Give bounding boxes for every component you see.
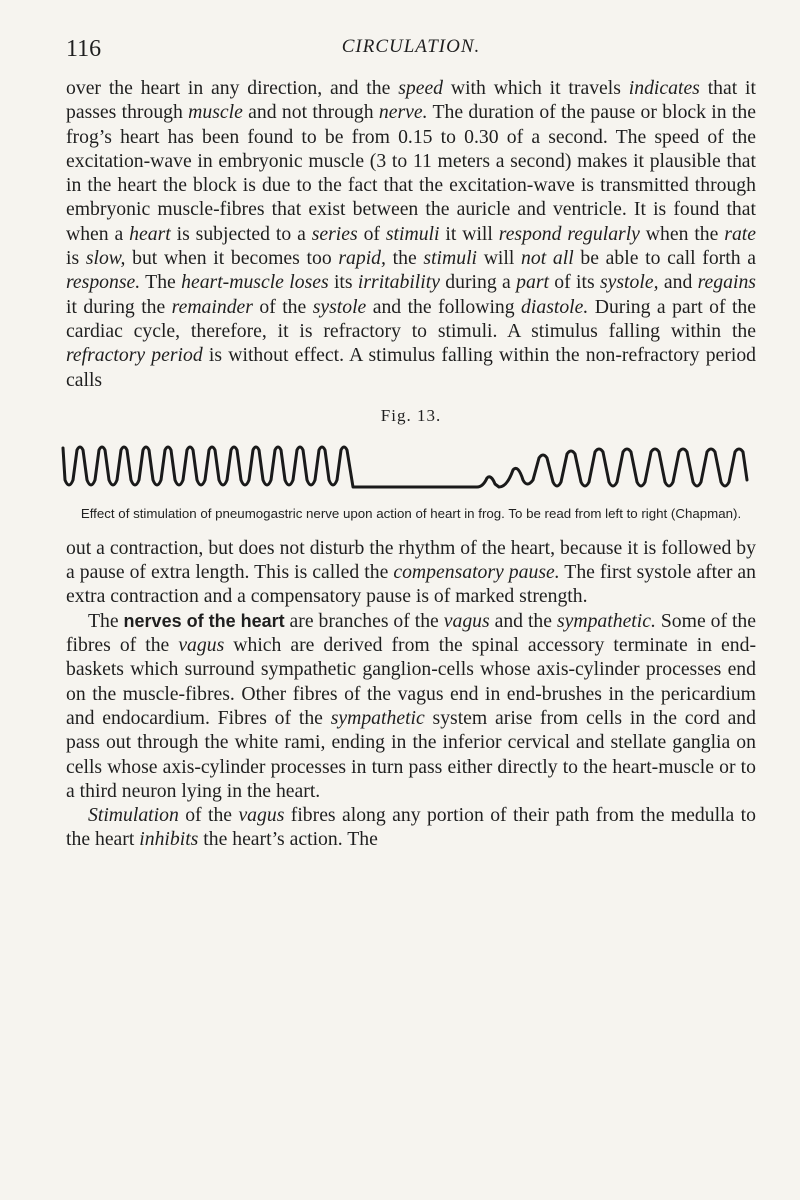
italic-run: heart xyxy=(129,222,171,245)
paragraph-compensatory-pause xyxy=(66,536,756,609)
text-run: and xyxy=(658,271,698,294)
paragraph-vagus-stimulation xyxy=(66,803,756,852)
bold-run: nerves of the heart xyxy=(123,610,285,631)
text-run: its xyxy=(328,271,358,294)
text-run: with which it travels xyxy=(443,77,629,99)
text-run: be able to call forth a xyxy=(573,247,756,270)
italic-run: vagus xyxy=(178,634,225,657)
italic-run: systole xyxy=(312,295,367,318)
text-run: and not through xyxy=(242,101,379,124)
italic-run: regains xyxy=(697,271,756,294)
text-run: the xyxy=(385,247,424,270)
text-run: and the following xyxy=(366,295,522,318)
text-run: which are derived from the spinal accessory terminate in end-baskets which surround sympathetic ganglion-cells whose axis-cylinder processes end on the muscle-fibres. Other fibres of the vagus end in end-brushes in the pericardium and endocardium. Fibres of the xyxy=(66,634,757,729)
text-run: will xyxy=(477,247,522,270)
text-run: of xyxy=(357,222,386,245)
text-run: of its xyxy=(548,271,600,294)
italic-run: nerve. xyxy=(378,101,428,124)
page-header xyxy=(66,36,756,76)
book-page xyxy=(66,36,756,852)
italic-run: remainder xyxy=(171,295,253,318)
italic-run: compensatory pause. xyxy=(393,561,560,584)
italic-run: Stimulation xyxy=(88,804,179,827)
text-run: The first systole after an extra contraction and a compensatory pause is of marked strength. xyxy=(66,561,756,608)
text-run: out a contraction, but does not disturb the rhythm of the heart, because it is followed by a pause of extra length. This is called the xyxy=(66,536,756,584)
paragraph-refractory xyxy=(66,76,756,392)
italic-run: indicates xyxy=(628,77,700,99)
text-run: but when it becomes too xyxy=(125,247,339,270)
figure-caption: Effect of stimulation of pneumogastric nerve upon action of heart in frog. To be read from left to right (Chapman). xyxy=(80,505,742,521)
italic-run: series xyxy=(311,222,358,245)
text-run: of the xyxy=(178,804,239,827)
text-run: it during the xyxy=(66,295,172,318)
paragraph-nerves-of-heart xyxy=(66,609,756,803)
italic-run: speed xyxy=(398,77,444,99)
text-run: The xyxy=(88,609,124,632)
italic-run: muscle xyxy=(188,101,243,124)
heart-tracing-line xyxy=(63,447,747,487)
text-run: of the xyxy=(252,295,313,318)
italic-run: slow, xyxy=(85,247,126,270)
italic-run: inhibits xyxy=(139,828,199,851)
italic-run: heart-muscle loses xyxy=(181,271,329,294)
running-title: CIRCULATION. xyxy=(341,36,481,57)
text-run: and the xyxy=(489,609,557,632)
italic-run: sympathetic xyxy=(330,706,425,729)
text-run: when the xyxy=(639,222,725,245)
italic-run: rapid, xyxy=(338,247,386,270)
text-run: during a xyxy=(439,271,517,294)
italic-run: respond regularly xyxy=(498,222,640,245)
text-run: The xyxy=(140,271,182,294)
text-run: are branches of the xyxy=(284,609,444,632)
italic-run: stimuli xyxy=(385,222,440,245)
italic-run: response. xyxy=(66,271,141,294)
figure-trace xyxy=(57,440,757,496)
text-run: During a part of the cardiac cycle, therefore, it is refractory to stimuli. A stimulus falling within the xyxy=(66,295,756,342)
text-run: fibres along any portion of their path from the medulla to the heart xyxy=(66,804,756,851)
italic-run: part xyxy=(516,271,549,294)
text-run: the heart’s action. The xyxy=(198,828,378,851)
page-number: 116 xyxy=(66,36,102,62)
italic-run: rate xyxy=(724,222,757,245)
text-run: system arise from cells in the cord and pass out through the white rami, ending in the inferior cervical and stellate ganglia on cells whose axis-cylinder processes in turn pass either directly to the heart-muscle or to a third neuron lying in the heart. xyxy=(66,706,756,802)
italic-run: diastole. xyxy=(521,295,589,318)
text-run: Some of the fibres of the xyxy=(66,609,757,657)
text-run: is subjected to a xyxy=(170,222,312,245)
italic-run: vagus xyxy=(443,609,490,632)
figure-label: Fig. 13. xyxy=(380,405,442,425)
italic-run: systole, xyxy=(600,271,659,294)
text-run: over the heart in any direction, and the xyxy=(66,77,399,99)
text-run: The duration of the pause or block in the frog’s heart has been found to be from 0.15 to 0.30 of a second. The speed of the excitation-wave in embryonic muscle (3 to 11 meters a second) makes it plausible that in the heart the block is due to the fact that the excitation-wave is transmitted through embryonic muscle-fibres that exist between the auricle and ventricle. It is found that when a xyxy=(66,101,756,245)
italic-run: stimuli xyxy=(423,247,478,270)
italic-run: sympathetic. xyxy=(556,609,656,632)
italic-run: not all xyxy=(521,247,574,270)
italic-run: vagus xyxy=(238,804,285,827)
text-run: that it passes through xyxy=(66,77,756,124)
text-run: it will xyxy=(439,222,499,245)
italic-run: refractory period xyxy=(66,344,203,367)
italic-run: irritability xyxy=(357,271,440,294)
text-run: is without effect. A stimulus falling within the non-refractory period calls xyxy=(66,344,757,391)
text-run: is xyxy=(66,247,86,270)
heart-tracing-svg xyxy=(57,440,757,496)
